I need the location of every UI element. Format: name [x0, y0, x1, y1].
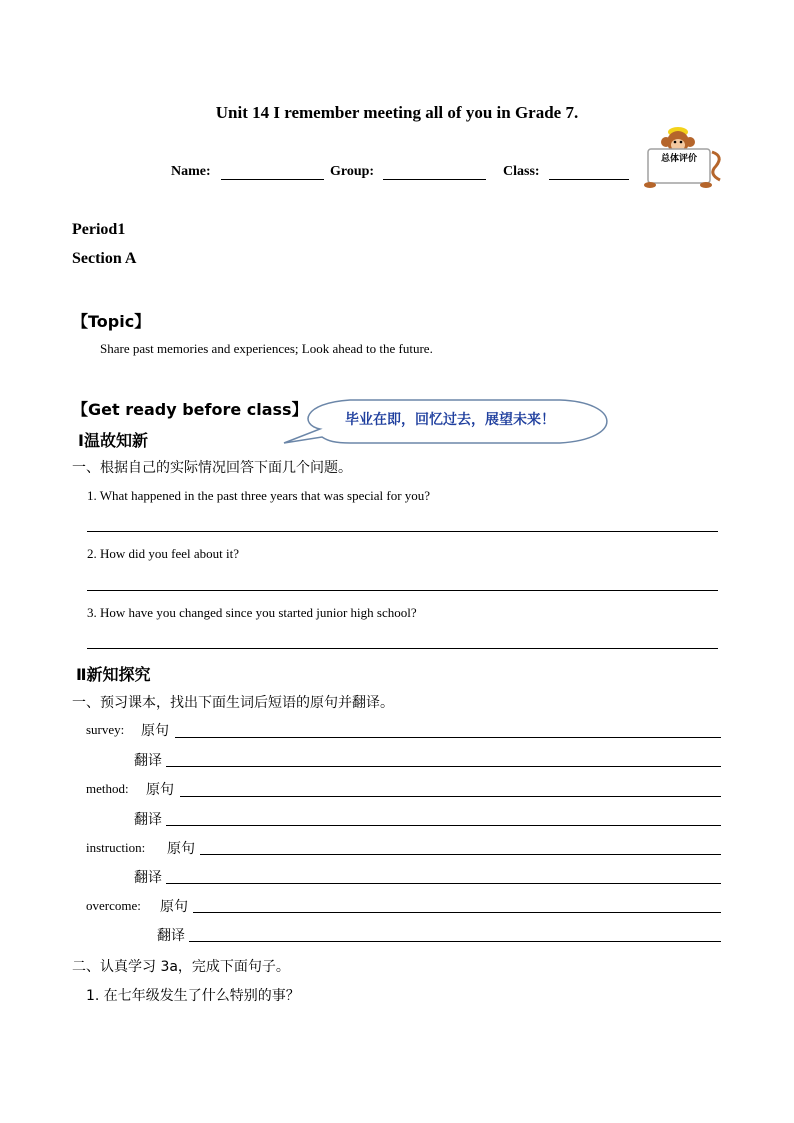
- trans-label: 翻译: [157, 928, 185, 944]
- badge-text: 总体评价: [660, 154, 698, 164]
- orig-label: 原句: [141, 723, 169, 739]
- word-survey: survey:: [86, 722, 125, 737]
- explore-instruction: 一、预习课本，找出下面生词后短语的原句并翻译。: [72, 695, 394, 711]
- answer-line-1[interactable]: [87, 531, 718, 532]
- trans-line-instruction[interactable]: [166, 883, 721, 884]
- orig-line-survey[interactable]: [175, 737, 721, 738]
- trans-line-overcome[interactable]: [189, 941, 721, 942]
- trans-label: 翻译: [134, 812, 162, 828]
- task2-instruction: 二、认真学习 3a，完成下面句子。: [72, 959, 290, 975]
- name-field[interactable]: [221, 179, 324, 180]
- orig-line-method[interactable]: [180, 796, 721, 797]
- page-title: Unit 14 I remember meeting all of you in Grade 7.: [215, 103, 579, 122]
- word-instruction: instruction:: [86, 840, 146, 855]
- class-field[interactable]: [549, 179, 629, 180]
- task2-item-1: 1. 在七年级发生了什么特别的事？: [86, 988, 300, 1004]
- explore-heading: Ⅱ新知探究: [76, 665, 151, 684]
- word-method: method:: [86, 781, 129, 796]
- get-ready-heading: 【Get ready before class】: [72, 400, 308, 419]
- word-overcome: overcome:: [86, 898, 141, 913]
- orig-label: 原句: [160, 899, 188, 915]
- group-label: Group:: [330, 164, 375, 179]
- trans-label: 翻译: [134, 870, 162, 886]
- answer-line-2[interactable]: [87, 590, 718, 591]
- bubble-text: 毕业在即，回忆过去，展望未来！: [345, 412, 555, 428]
- group-field[interactable]: [383, 179, 486, 180]
- question-3: 3. How have you changed since you started junior high school?: [87, 605, 417, 620]
- orig-label: 原句: [146, 782, 174, 798]
- section-label: Section A: [72, 250, 137, 267]
- review-instruction: 一、根据自己的实际情况回答下面几个问题。: [72, 460, 352, 476]
- orig-line-instruction[interactable]: [200, 854, 721, 855]
- class-label: Class:: [503, 164, 540, 179]
- trans-line-method[interactable]: [166, 825, 721, 826]
- answer-line-3[interactable]: [87, 648, 718, 649]
- question-1: 1. What happened in the past three years that was special for you?: [87, 488, 431, 503]
- review-heading: Ⅰ温故知新: [78, 431, 148, 450]
- speech-bubble: [280, 397, 620, 447]
- trans-label: 翻译: [134, 753, 162, 769]
- orig-label: 原句: [167, 841, 195, 857]
- trans-line-survey[interactable]: [166, 766, 721, 767]
- name-label: Name:: [171, 164, 211, 179]
- orig-line-overcome[interactable]: [193, 912, 721, 913]
- topic-heading: 【Topic】: [72, 312, 151, 331]
- monkey-badge-icon: [640, 122, 728, 190]
- period-label: Period1: [72, 221, 126, 238]
- topic-text: Share past memories and experiences; Look ahead to the future.: [100, 341, 433, 356]
- question-2: 2. How did you feel about it?: [87, 546, 239, 561]
